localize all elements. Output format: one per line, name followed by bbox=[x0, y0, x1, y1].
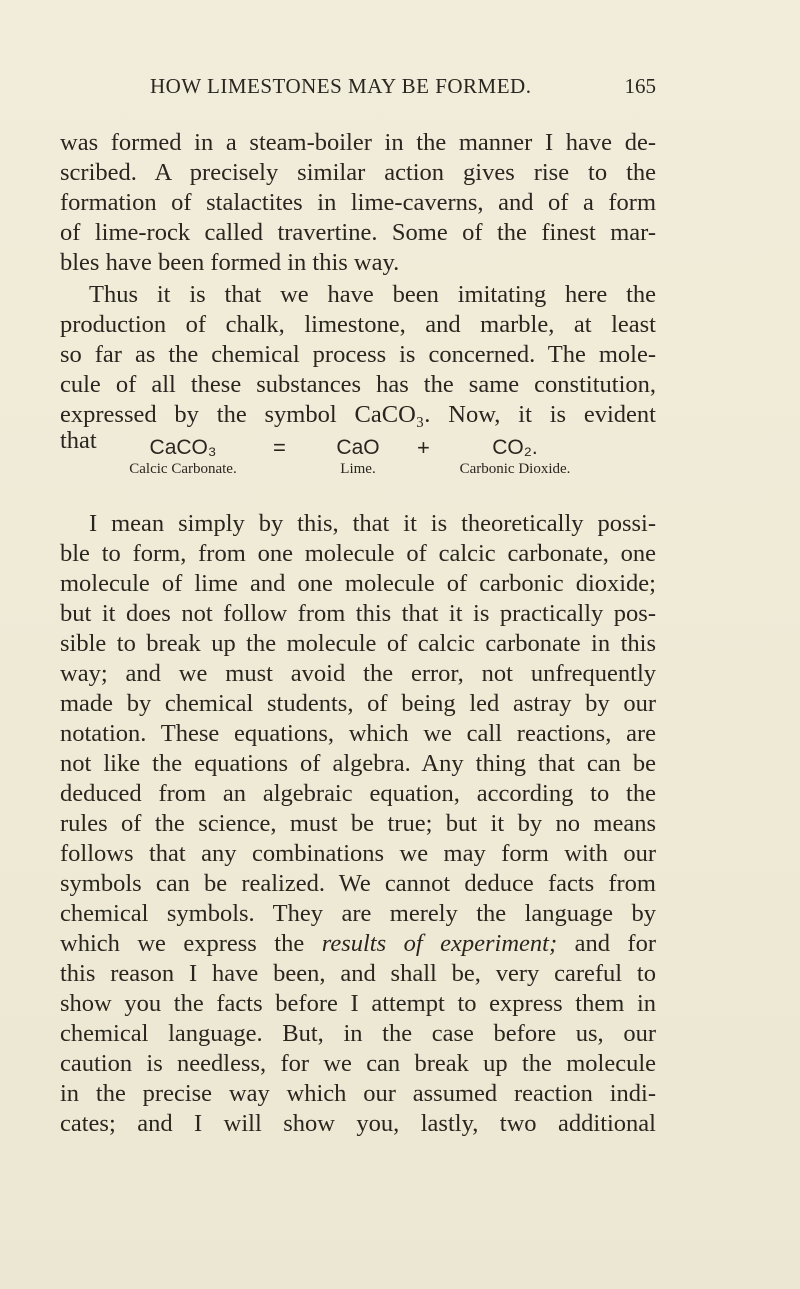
text-line: was formed in a steam-boiler in the manner I have de- bbox=[60, 129, 656, 156]
text-line: caution is needless, for we can break up the molecule bbox=[60, 1050, 656, 1077]
text-line: cule of all these substances has the same constitution, bbox=[60, 371, 656, 398]
chemical-equation bbox=[60, 436, 656, 486]
text-line: chemical language. But, in the case before us, our bbox=[60, 1020, 656, 1047]
text-line: of lime-rock called travertine. Some of the finest mar- bbox=[60, 219, 656, 246]
text-line: scribed. A precisely similar action gives rise to the bbox=[60, 159, 656, 186]
formula-caption: Lime. bbox=[340, 461, 376, 477]
text-line: notation. These equations, which we call reactions, are bbox=[60, 720, 656, 747]
text-line-italic bbox=[60, 929, 656, 959]
text-line: deduced from an algebraic equation, according to the bbox=[60, 780, 656, 807]
plus-sign: + bbox=[417, 435, 430, 460]
formula: CaO bbox=[336, 436, 380, 459]
running-title: HOW LIMESTONES MAY BE FORMED. bbox=[150, 74, 532, 98]
text-span: and for bbox=[557, 930, 656, 957]
equation-term-calcic-carbonate bbox=[108, 436, 258, 478]
text-span: which we express the bbox=[60, 930, 322, 957]
formula: CO₂. bbox=[492, 436, 538, 459]
formula: CaCO₃ bbox=[149, 436, 217, 459]
formula-caption: Calcic Carbonate. bbox=[129, 461, 237, 477]
italic-phrase: results of experiment; bbox=[321, 930, 558, 957]
text-line: I mean simply by this, that it is theoretically possi- bbox=[89, 510, 656, 537]
text-line: but it does not follow from this that it is practically pos- bbox=[60, 600, 656, 627]
text-line: molecule of lime and one molecule of carbonic dioxide; bbox=[60, 570, 656, 597]
page-header bbox=[60, 74, 656, 104]
text-line: bles have been formed in this way. bbox=[60, 249, 400, 276]
text-line: cates; and I will show you, lastly, two additional bbox=[60, 1110, 656, 1137]
equals-sign: = bbox=[273, 435, 286, 460]
text-line: ble to form, from one molecule of calcic carbonate, one bbox=[60, 540, 656, 567]
text-line: formation of stalactites in lime-caverns, and of a form bbox=[60, 189, 656, 216]
text-line: expressed by the symbol CaCO₃. Now, it is evident bbox=[60, 401, 656, 428]
text-line: not like the equations of algebra. Any thing that can be bbox=[60, 750, 656, 777]
text-line: chemical symbols. They are merely the language by bbox=[60, 900, 656, 927]
text-line: this reason I have been, and shall be, very careful to bbox=[60, 960, 656, 987]
text-line: show you the facts before I attempt to express them in bbox=[60, 990, 656, 1017]
text-line: made by chemical students, of being led astray by our bbox=[60, 690, 656, 717]
text-line: follows that any combinations we may form with our bbox=[60, 840, 656, 867]
text-line: way; and we must avoid the error, not unfrequently bbox=[60, 660, 656, 687]
text-line: that bbox=[60, 427, 97, 454]
page-number: 165 bbox=[624, 74, 656, 98]
text-line: Thus it is that we have been imitating here the bbox=[89, 281, 656, 308]
text-line: in the precise way which our assumed reaction indi- bbox=[60, 1080, 656, 1107]
text-line: rules of the science, must be true; but it by no means bbox=[60, 810, 656, 837]
equation-term-lime bbox=[318, 436, 398, 478]
text-line: so far as the chemical process is concerned. The mole- bbox=[60, 341, 656, 368]
text-line: symbols can be realized. We cannot deduce facts from bbox=[60, 870, 656, 897]
formula-caption: Carbonic Dioxide. bbox=[459, 461, 571, 477]
equation-term-carbonic-dioxide bbox=[440, 436, 590, 478]
text-line: sible to break up the molecule of calcic carbonate in this bbox=[60, 630, 656, 657]
text-line: production of chalk, limestone, and marble, at least bbox=[60, 311, 656, 338]
